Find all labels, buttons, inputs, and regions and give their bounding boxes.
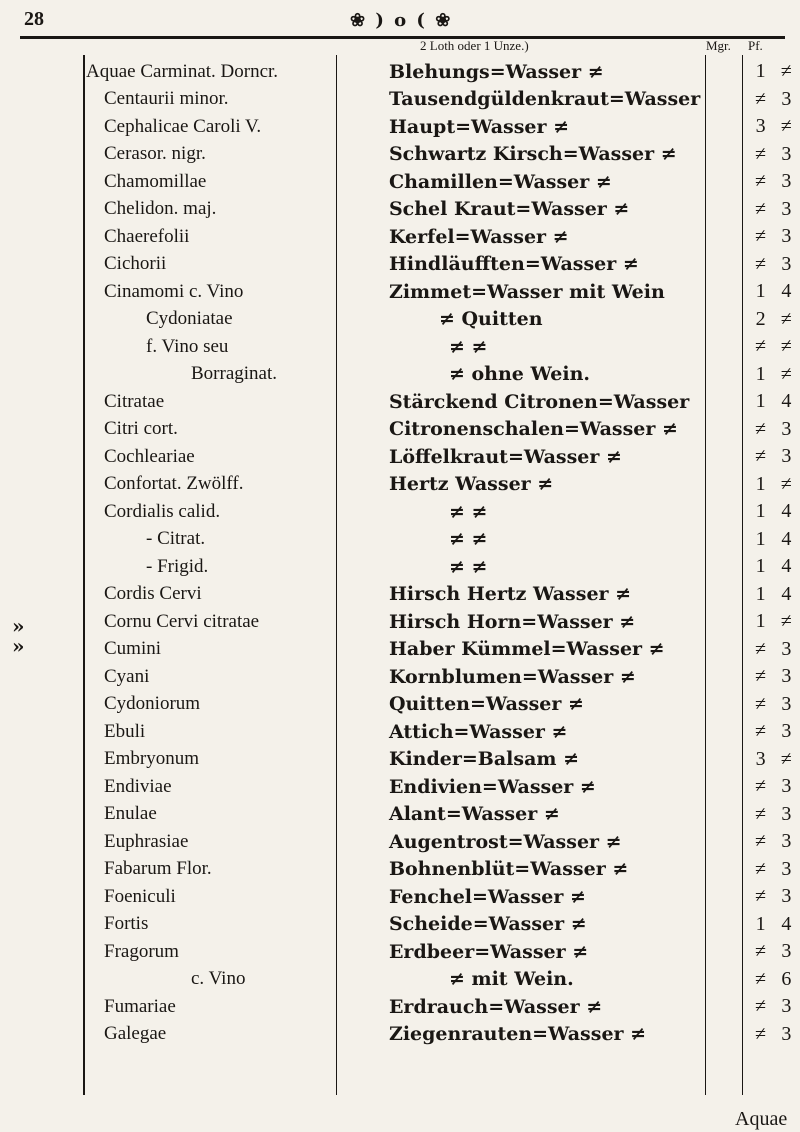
- table-row: [86, 471, 800, 499]
- price-pf: 3: [781, 142, 792, 165]
- price-mgr: ≠: [755, 445, 767, 468]
- german-name: Hirsch Horn=Wasser ≠: [388, 610, 636, 633]
- german-name: ≠ ≠: [448, 500, 488, 523]
- price-mgr: ≠: [755, 857, 767, 880]
- latin-name: c. Vino: [191, 968, 246, 990]
- german-name: Blehungs=Wasser ≠: [388, 60, 604, 83]
- price-pf: 3: [781, 940, 792, 963]
- price-mgr: 1: [755, 60, 766, 83]
- german-name: Attich=Wasser ≠: [388, 720, 568, 743]
- german-name: Löffelkraut=Wasser ≠: [388, 445, 622, 468]
- price-table: [86, 58, 800, 1048]
- latin-name: Fortis: [104, 913, 149, 935]
- price-pf: ≠: [780, 472, 792, 495]
- table-row: [86, 306, 800, 334]
- price-pf: 3: [781, 830, 792, 853]
- german-name: Bohnenblüt=Wasser ≠: [388, 858, 629, 881]
- column-header-mgr: Mgr.: [706, 38, 731, 53]
- price-mgr: 3: [755, 747, 766, 770]
- german-name: Tausendgüldenkraut=Wasser: [388, 88, 701, 111]
- latin-name: Fabarum Flor.: [104, 858, 212, 880]
- latin-name: Cumini: [104, 638, 162, 660]
- latin-name: Cephalicae Caroli V.: [104, 115, 262, 137]
- latin-name: - Citrat.: [146, 528, 206, 550]
- german-name: ≠ ≠: [448, 555, 488, 578]
- left-frame-line: [83, 55, 85, 1095]
- latin-name: Cochleariae: [104, 445, 195, 467]
- latin-name: Fragorum: [104, 940, 179, 962]
- latin-name: Aquae Carminat. Dorncr.: [86, 60, 279, 82]
- latin-name: Foeniculi: [104, 885, 176, 907]
- table-row: [86, 663, 800, 691]
- latin-name: - Frigid.: [146, 555, 209, 577]
- price-pf: 4: [781, 555, 792, 578]
- price-mgr: 1: [755, 500, 766, 523]
- table-row: [86, 443, 800, 471]
- price-mgr: ≠: [755, 417, 767, 440]
- latin-name: Confortat. Zwölff.: [104, 473, 244, 495]
- german-name: Erdrauch=Wasser ≠: [388, 995, 603, 1018]
- german-name: Augentrost=Wasser ≠: [388, 830, 622, 853]
- price-mgr: 1: [755, 527, 766, 550]
- price-pf: ≠: [780, 335, 792, 358]
- table-row: [86, 581, 800, 609]
- table-row: [86, 966, 800, 994]
- latin-name: Cyani: [104, 665, 150, 687]
- page-number: 28: [24, 8, 44, 30]
- table-row: [86, 113, 800, 141]
- latin-name: Cichorii: [104, 253, 167, 275]
- price-mgr: ≠: [755, 775, 767, 798]
- price-pf: 6: [781, 967, 792, 990]
- column-header-pf: Pf.: [748, 38, 763, 53]
- price-mgr: ≠: [755, 885, 767, 908]
- latin-name: Galegae: [104, 1023, 167, 1045]
- latin-name: Chelidon. maj.: [104, 198, 217, 220]
- price-pf: 3: [781, 802, 792, 825]
- table-row: [86, 196, 800, 224]
- price-mgr: ≠: [755, 995, 767, 1018]
- german-name: Kerfel=Wasser ≠: [388, 225, 569, 248]
- price-mgr: ≠: [755, 720, 767, 743]
- latin-name: Centaurii minor.: [104, 88, 229, 110]
- table-row: [86, 168, 800, 196]
- price-pf: ≠: [780, 60, 792, 83]
- price-pf: 4: [781, 912, 792, 935]
- latin-name: Cornu Cervi citratae: [104, 610, 260, 632]
- price-mgr: 1: [755, 555, 766, 578]
- price-mgr: ≠: [755, 665, 767, 688]
- price-mgr: 3: [755, 115, 766, 138]
- latin-name: Chaerefolii: [104, 225, 190, 247]
- table-row: [86, 86, 800, 114]
- german-name: Chamillen=Wasser ≠: [388, 170, 612, 193]
- price-pf: 3: [781, 170, 792, 193]
- table-row: [86, 883, 800, 911]
- price-pf: 3: [781, 225, 792, 248]
- german-name: Hertz Wasser ≠: [388, 473, 554, 496]
- table-row: [86, 828, 800, 856]
- table-row: [86, 911, 800, 939]
- latin-name: Enulae: [104, 803, 157, 825]
- table-row: [86, 333, 800, 361]
- german-name: Alant=Wasser ≠: [388, 803, 560, 826]
- latin-name: Cinamomi c. Vino: [104, 280, 244, 302]
- latin-name: f. Vino seu: [146, 335, 229, 357]
- table-row: [86, 746, 800, 774]
- german-name: ≠ Quitten: [438, 308, 543, 331]
- german-name: Kornblumen=Wasser ≠: [388, 665, 636, 688]
- table-row: [86, 993, 800, 1021]
- table-row: [86, 278, 800, 306]
- price-mgr: ≠: [755, 335, 767, 358]
- latin-name: Cerasor. nigr.: [104, 143, 206, 165]
- price-mgr: 1: [755, 610, 766, 633]
- price-mgr: ≠: [755, 940, 767, 963]
- price-mgr: 2: [755, 307, 766, 330]
- price-pf: 3: [781, 445, 792, 468]
- price-pf: ≠: [780, 610, 792, 633]
- price-pf: 4: [781, 280, 792, 303]
- german-name: Hirsch Hertz Wasser ≠: [388, 583, 632, 606]
- price-pf: 3: [781, 857, 792, 880]
- table-row: [86, 636, 800, 664]
- german-name: Hindläufften=Wasser ≠: [388, 253, 639, 276]
- price-mgr: ≠: [755, 802, 767, 825]
- price-mgr: ≠: [755, 197, 767, 220]
- table-row: [86, 773, 800, 801]
- german-name: Fenchel=Wasser ≠: [388, 885, 586, 908]
- price-pf: 4: [781, 500, 792, 523]
- german-name: Schwartz Kirsch=Wasser ≠: [388, 143, 677, 166]
- price-pf: ≠: [780, 747, 792, 770]
- latin-name: Cydoniorum: [104, 693, 201, 715]
- price-pf: 3: [781, 637, 792, 660]
- german-name: ≠ ≠: [448, 528, 488, 551]
- german-name: Erdbeer=Wasser ≠: [388, 940, 589, 963]
- margin-marks: » »: [12, 614, 25, 658]
- header-rule: [20, 36, 785, 39]
- german-name: ≠ mit Wein.: [448, 968, 574, 991]
- price-mgr: 1: [755, 362, 766, 385]
- table-row: [86, 718, 800, 746]
- table-row: [86, 938, 800, 966]
- price-pf: ≠: [780, 115, 792, 138]
- price-mgr: 1: [755, 582, 766, 605]
- price-pf: 4: [781, 582, 792, 605]
- german-name: ≠ ≠: [448, 335, 488, 358]
- latin-name: Fumariae: [104, 995, 176, 1017]
- latin-name: Borraginat.: [191, 363, 278, 385]
- german-name: Haupt=Wasser ≠: [388, 115, 570, 138]
- price-mgr: ≠: [755, 87, 767, 110]
- price-mgr: ≠: [755, 225, 767, 248]
- price-pf: 4: [781, 390, 792, 413]
- german-name: Zimmet=Wasser mit Wein: [388, 280, 665, 303]
- price-mgr: ≠: [755, 252, 767, 275]
- latin-name: Citratae: [104, 390, 165, 412]
- latin-name: Cordis Cervi: [104, 583, 202, 605]
- price-mgr: 1: [755, 912, 766, 935]
- german-name: Kinder=Balsam ≠: [388, 748, 580, 771]
- german-name: Citronenschalen=Wasser ≠: [388, 418, 678, 441]
- german-name: Haber Kümmel=Wasser ≠: [388, 638, 665, 661]
- german-name: Schel Kraut=Wasser ≠: [388, 198, 630, 221]
- table-row: [86, 801, 800, 829]
- price-pf: 3: [781, 775, 792, 798]
- price-pf: 3: [781, 885, 792, 908]
- price-pf: ≠: [780, 307, 792, 330]
- table-row: [86, 498, 800, 526]
- price-pf: 3: [781, 87, 792, 110]
- price-pf: 3: [781, 1022, 792, 1045]
- latin-name: Citri cort.: [104, 418, 178, 440]
- price-pf: 4: [781, 527, 792, 550]
- price-mgr: 1: [755, 390, 766, 413]
- table-row: [86, 388, 800, 416]
- table-row: [86, 361, 800, 389]
- latin-name: Chamomillae: [104, 170, 207, 192]
- german-name: Stärckend Citronen=Wasser: [388, 390, 690, 413]
- table-row: [86, 856, 800, 884]
- price-pf: 3: [781, 252, 792, 275]
- price-mgr: ≠: [755, 142, 767, 165]
- price-pf: 3: [781, 417, 792, 440]
- latin-name: Euphrasiae: [104, 830, 189, 852]
- german-name: Scheide=Wasser ≠: [388, 913, 587, 936]
- catchword: Aquae: [735, 1108, 788, 1130]
- german-name: Quitten=Wasser ≠: [388, 693, 584, 716]
- header-ornament: ❀ ) o ( ❀: [350, 10, 453, 31]
- price-mgr: ≠: [755, 692, 767, 715]
- price-mgr: 1: [755, 280, 766, 303]
- price-mgr: 1: [755, 472, 766, 495]
- price-pf: 3: [781, 995, 792, 1018]
- table-row: [86, 553, 800, 581]
- table-row: [86, 1021, 800, 1049]
- german-name: ≠ ohne Wein.: [448, 363, 591, 386]
- table-row: [86, 608, 800, 636]
- page-header: [20, 0, 785, 52]
- latin-name: Endiviae: [104, 775, 172, 797]
- price-pf: 3: [781, 197, 792, 220]
- german-name: Ziegenrauten=Wasser ≠: [388, 1023, 647, 1046]
- latin-name: Ebuli: [104, 720, 146, 742]
- price-pf: 3: [781, 720, 792, 743]
- latin-name: Embryonum: [104, 748, 199, 770]
- price-pf: 3: [781, 692, 792, 715]
- price-mgr: ≠: [755, 830, 767, 853]
- table-row: [86, 58, 800, 86]
- price-mgr: ≠: [755, 1022, 767, 1045]
- price-mgr: ≠: [755, 967, 767, 990]
- price-mgr: ≠: [755, 637, 767, 660]
- table-row: [86, 691, 800, 719]
- table-row: [86, 526, 800, 554]
- table-row: [86, 141, 800, 169]
- german-name: Endivien=Wasser ≠: [388, 775, 596, 798]
- table-row: [86, 251, 800, 279]
- latin-name: Cordialis calid.: [104, 500, 221, 522]
- table-row: [86, 223, 800, 251]
- table-row: [86, 416, 800, 444]
- price-mgr: ≠: [755, 170, 767, 193]
- price-pf: 3: [781, 665, 792, 688]
- price-pf: ≠: [780, 362, 792, 385]
- latin-name: Cydoniatae: [146, 308, 233, 330]
- unit-note: 2 Loth oder 1 Unze.): [420, 38, 529, 53]
